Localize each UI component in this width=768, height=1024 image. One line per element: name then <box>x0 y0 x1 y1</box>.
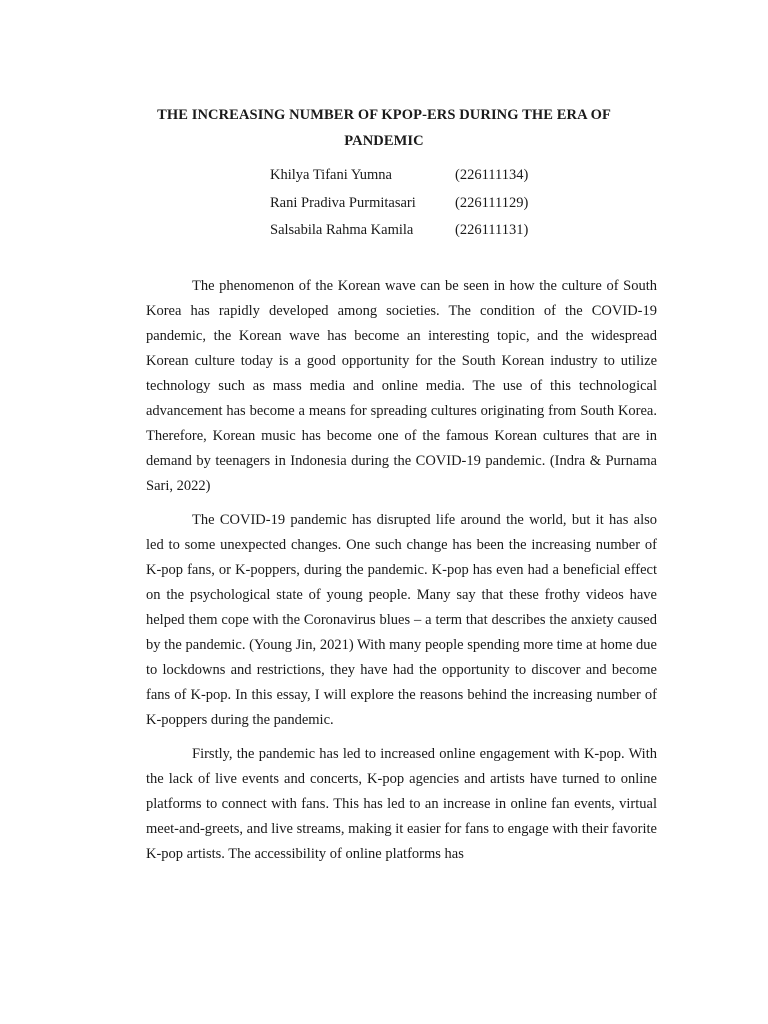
author-row <box>270 190 528 218</box>
author-id: (226111134) <box>455 167 529 183</box>
author-name: Salsabila Rahma Kamila <box>270 222 414 238</box>
body-paragraph: The phenomenon of the Korean wave can be seen in how the culture of South Korea has rapidly developed among societies. The condition of the COVID-19 pandemic, the Korean wave has become an interesting topic, and the widespread Korean culture today is a good opportunity for the South Korean industry to utilize technology such as mass media and online media. The use of this technological advancement has become a means for spreading cultures originating from South Korea. Therefore, Korean music has become one of the famous Korean cultures that are in demand by teenagers in Indonesia during the COVID-19 pandemic. (Indra & Purnama Sari, 2022) <box>146 278 657 494</box>
document-title <box>150 102 618 154</box>
author-name: Khilya Tifani Yumna <box>270 167 392 183</box>
author-row <box>270 217 528 245</box>
author-id: (226111131) <box>455 222 529 238</box>
author-list <box>270 162 528 245</box>
author-id: (226111129) <box>455 194 529 211</box>
title-line-2: PANDEMIC <box>344 133 424 149</box>
author-row <box>270 162 528 190</box>
body-paragraph: Firstly, the pandemic has led to increased online engagement with K-pop. With the lack of live events and concerts, K-pop agencies and artists have turned to online platforms to connect with fans. This has led to an increase in online fan events, virtual meet-and-greets, and live streams, making it easier for fans to engage with their favorite K-pop artists. The accessibility of online platforms has <box>146 746 657 862</box>
author-name: Rani Pradiva Purmitasari <box>270 194 416 211</box>
document-body <box>146 274 657 876</box>
title-line-1: THE INCREASING NUMBER OF KPOP-ERS DURING THE ERA OF <box>157 107 611 123</box>
body-paragraph: The COVID-19 pandemic has disrupted life around the world, but it has also led to some unexpected changes. One such change has been the increasing number of K-pop fans, or K-poppers, during the pandemic. K-pop has even had a beneficial effect on the psychological state of young people. Many say that these frothy videos have helped them cope with the Coronavirus blues – a term that describes the anxiety caused by the pandemic. (Young Jin, 2021) With many people spending more time at home due to lockdowns and restrictions, they have had the opportunity to discover and become fans of K-pop. In this essay, I will explore the reasons behind the increasing number of K-poppers during the pandemic. <box>146 512 657 728</box>
